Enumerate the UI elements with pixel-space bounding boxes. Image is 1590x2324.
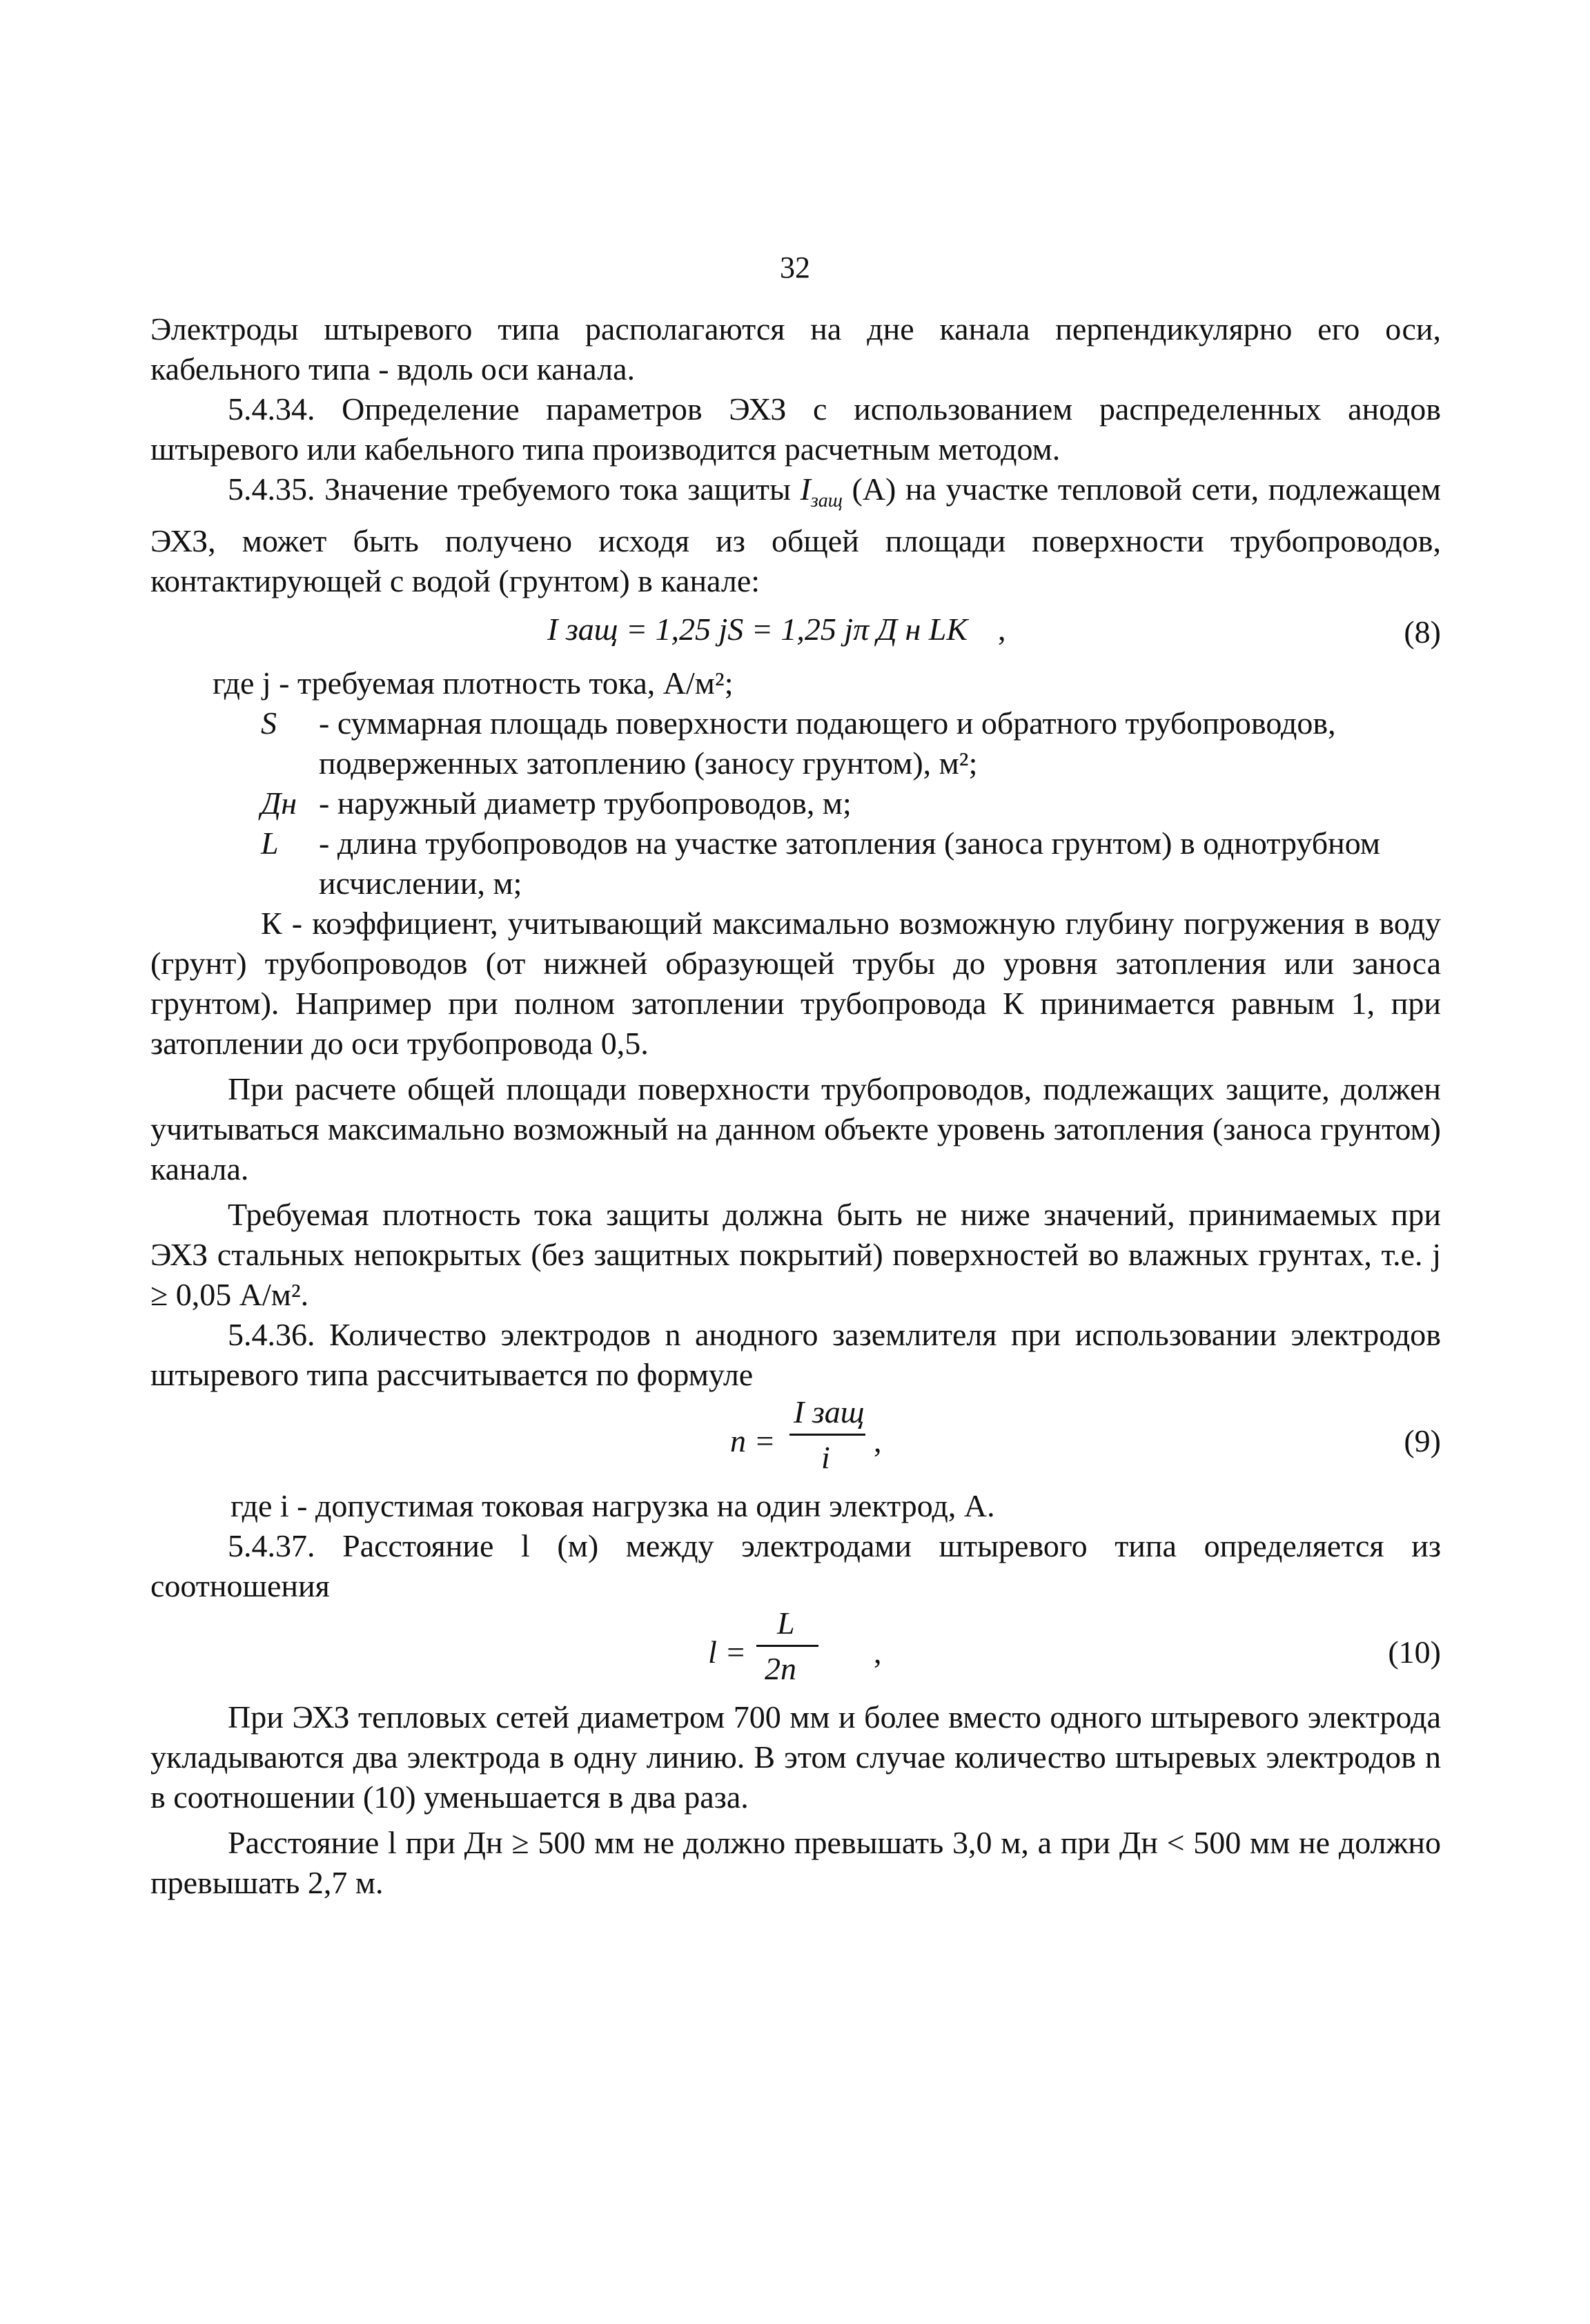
formula-9-lhs: n = bbox=[730, 1423, 776, 1458]
paragraph-large-diameter: При ЭХЗ тепловых сетей диаметром 700 мм и более вместо одного штыревого электрода укладываются два электрода в одну линию. В этом случае количество штыревых электродов n в соотношении (10) уменьшается в два раза. bbox=[150, 1699, 1441, 1815]
paragraph-5-4-35-end: (А) на участке тепловой сети, подлежащем ЭХЗ, может быть получено исходя из общей площади поверхности трубопроводов, контактирующей с водой (грунтом) в канале: bbox=[150, 471, 1441, 598]
definition-S bbox=[150, 703, 1441, 783]
paragraph-5-4-37: 5.4.37. Расстояние l (м) между электродами штыревого типа определяется из соотношения bbox=[150, 1528, 1441, 1603]
paragraph-surface-area: При расчете общей площади поверхности трубопроводов, подлежащих защите, должен учитываться максимально возможный на данном объекте уровень затопления (заноса грунтом) канала. bbox=[150, 1071, 1441, 1187]
formula-9-number: (9) bbox=[1404, 1423, 1441, 1458]
formula-10-numerator: L bbox=[777, 1605, 795, 1641]
formula-10-number: (10) bbox=[1388, 1634, 1441, 1670]
formula-10-lhs: l = bbox=[708, 1634, 747, 1670]
paragraph-electrodes-placement: Электроды штыревого типа располагаются на дне канала перпендикулярно его оси, кабельного типа - вдоль оси канала. bbox=[150, 311, 1441, 387]
formula-8-expression: I защ = 1,25 jS = 1,25 jπ Д н LK bbox=[547, 612, 968, 647]
formula-8-number: (8) bbox=[1404, 614, 1441, 650]
formula-9-comma: , bbox=[874, 1423, 882, 1458]
formula-9-denominator: i bbox=[821, 1440, 830, 1475]
definition-K: К - коэффициент, учитывающий максимально возможную глубину погружения в воду (грунт) трубопроводов (от нижней образующей трубы до уровня затопления или заноса грунтом). Например при полном затоплении трубопровода К принимается равным 1, при затоплении до оси трубопровода 0,5. bbox=[150, 906, 1441, 1061]
symbol-D: Дн bbox=[261, 785, 297, 821]
formula-9-numerator: I защ bbox=[794, 1394, 865, 1429]
definition-L-text: - длина трубопроводов на участке затопления (заноса грунтом) в однотрубном исчислении, м; bbox=[319, 826, 1381, 901]
current-subscript: защ bbox=[810, 490, 843, 511]
paragraph-5-4-34: 5.4.34. Определение параметров ЭХЗ с использованием распределенных анодов штыревого или кабельного типа производится расчетным методом. bbox=[150, 391, 1441, 467]
formula-9-fraction-bar bbox=[789, 1434, 865, 1436]
paragraph-current-density: Требуемая плотность тока защиты должна быть не ниже значений, принимаемых при ЭХЗ стальных непокрытых (без защитных покрытий) поверхностей во влажных грунтах, т.е. j ≥ 0,05 А/м². bbox=[150, 1197, 1441, 1312]
definition-j: где j - требуемая плотность тока, А/м²; bbox=[213, 665, 734, 701]
formula-10-comma: , bbox=[874, 1634, 882, 1670]
current-symbol: I bbox=[800, 471, 811, 507]
definition-L bbox=[150, 823, 1441, 904]
formula-10-fraction-bar bbox=[756, 1645, 818, 1647]
symbol-S: S bbox=[261, 705, 277, 741]
page-number: 32 bbox=[780, 251, 810, 284]
paragraph-5-4-35 bbox=[150, 469, 1441, 601]
formula-9 bbox=[150, 1395, 1441, 1486]
definition-D bbox=[150, 783, 1441, 823]
paragraph-5-4-36: 5.4.36. Количество электродов n анодного заземлителя при использовании электродов штыревого типа рассчитывается по формуле bbox=[150, 1317, 1441, 1392]
formula-10-denominator: 2n bbox=[765, 1651, 796, 1686]
document-body bbox=[150, 309, 1441, 1903]
paragraph-5-4-35-start: 5.4.35. Значение требуемого тока защиты bbox=[228, 471, 801, 507]
formula-8-comma: , bbox=[998, 612, 1006, 647]
definition-D-text: - наружный диаметр трубопроводов, м; bbox=[319, 785, 852, 821]
definition-i: где i - допустимая токовая нагрузка на один электрод, А. bbox=[230, 1488, 995, 1523]
formula-10 bbox=[150, 1606, 1441, 1697]
formula-8 bbox=[150, 607, 1441, 659]
paragraph-distance-limit: Расстояние l при Дн ≥ 500 мм не должно превышать 3,0 м, а при Дн < 500 мм не должно превышать 2,7 м. bbox=[150, 1825, 1441, 1900]
symbol-L: L bbox=[261, 826, 279, 861]
definition-S-text: - суммарная площадь поверхности подающего и обратного трубопроводов, подверженных затоплению (заносу грунтом), м²; bbox=[319, 705, 1336, 781]
